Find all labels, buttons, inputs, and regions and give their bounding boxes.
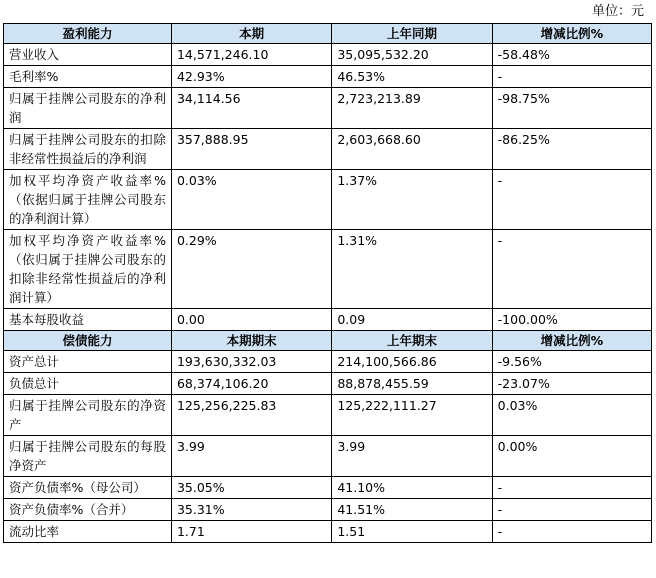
value-change: 0.00% bbox=[492, 436, 651, 477]
value-prior: 35,095,532.20 bbox=[332, 44, 492, 66]
row-label: 资产总计 bbox=[4, 351, 172, 373]
value-change: - bbox=[492, 477, 651, 499]
profit-header-row bbox=[4, 24, 652, 44]
financial-indicators-table bbox=[3, 23, 652, 543]
solvency-header-cell: 增减比例% bbox=[492, 331, 651, 351]
value-prior: 88,878,455.59 bbox=[332, 373, 492, 395]
profit-header-cell: 盈利能力 bbox=[4, 24, 172, 44]
solvency-header-row bbox=[4, 331, 652, 351]
profit-header-cell: 本期 bbox=[171, 24, 331, 44]
table-row bbox=[4, 351, 652, 373]
row-label: 归属于挂牌公司股东的净利润 bbox=[4, 88, 172, 129]
table-row bbox=[4, 395, 652, 436]
profit-header-cell: 上年同期 bbox=[332, 24, 492, 44]
row-label: 归属于挂牌公司股东的每股净资产 bbox=[4, 436, 172, 477]
value-current: 35.31% bbox=[171, 499, 331, 521]
unit-label: 单位：元 bbox=[591, 4, 644, 19]
value-change: -23.07% bbox=[492, 373, 651, 395]
value-change: - bbox=[492, 499, 651, 521]
value-current: 3.99 bbox=[171, 436, 331, 477]
value-prior: 46.53% bbox=[332, 66, 492, 88]
row-label: 资产负债率%（母公司） bbox=[4, 477, 172, 499]
value-current: 68,374,106.20 bbox=[171, 373, 331, 395]
value-current: 0.00 bbox=[171, 309, 331, 331]
table-body bbox=[4, 24, 652, 543]
value-change: - bbox=[492, 521, 651, 543]
table-row bbox=[4, 44, 652, 66]
value-change: -9.56% bbox=[492, 351, 651, 373]
value-change: - bbox=[492, 170, 651, 230]
value-prior: 3.99 bbox=[332, 436, 492, 477]
value-current: 0.03% bbox=[171, 170, 331, 230]
profit-header-cell: 增减比例% bbox=[492, 24, 651, 44]
value-prior: 1.31% bbox=[332, 230, 492, 309]
value-current: 34,114.56 bbox=[171, 88, 331, 129]
table-row bbox=[4, 499, 652, 521]
row-label: 加权平均净资产收益率%（依据归属于挂牌公司股东的净利润计算） bbox=[4, 170, 172, 230]
solvency-header-cell: 偿债能力 bbox=[4, 331, 172, 351]
table-row bbox=[4, 66, 652, 88]
row-label: 营业收入 bbox=[4, 44, 172, 66]
value-current: 193,630,332.03 bbox=[171, 351, 331, 373]
value-prior: 41.51% bbox=[332, 499, 492, 521]
value-prior: 214,100,566.86 bbox=[332, 351, 492, 373]
row-label: 基本每股收益 bbox=[4, 309, 172, 331]
value-change: -58.48% bbox=[492, 44, 651, 66]
value-current: 1.71 bbox=[171, 521, 331, 543]
row-label: 资产负债率%（合并） bbox=[4, 499, 172, 521]
table-row bbox=[4, 373, 652, 395]
row-label: 归属于挂牌公司股东的净资产 bbox=[4, 395, 172, 436]
table-row bbox=[4, 521, 652, 543]
value-change: -86.25% bbox=[492, 129, 651, 170]
value-change: -100.00% bbox=[492, 309, 651, 331]
table-row bbox=[4, 309, 652, 331]
value-change: - bbox=[492, 230, 651, 309]
solvency-header-cell: 上年期末 bbox=[332, 331, 492, 351]
value-prior: 125,222,111.27 bbox=[332, 395, 492, 436]
table-row bbox=[4, 436, 652, 477]
row-label: 加权平均净资产收益率%（依归属于挂牌公司股东的扣除非经常性损益后的净利润计算） bbox=[4, 230, 172, 309]
value-prior: 2,723,213.89 bbox=[332, 88, 492, 129]
value-current: 42.93% bbox=[171, 66, 331, 88]
value-current: 14,571,246.10 bbox=[171, 44, 331, 66]
value-prior: 0.09 bbox=[332, 309, 492, 331]
row-label: 流动比率 bbox=[4, 521, 172, 543]
value-change: - bbox=[492, 66, 651, 88]
row-label: 归属于挂牌公司股东的扣除非经常性损益后的净利润 bbox=[4, 129, 172, 170]
table-row bbox=[4, 477, 652, 499]
table-row bbox=[4, 170, 652, 230]
value-prior: 2,603,668.60 bbox=[332, 129, 492, 170]
table-row bbox=[4, 88, 652, 129]
solvency-header-cell: 本期期末 bbox=[171, 331, 331, 351]
value-change: -98.75% bbox=[492, 88, 651, 129]
table-row bbox=[4, 230, 652, 309]
value-change: 0.03% bbox=[492, 395, 651, 436]
value-current: 125,256,225.83 bbox=[171, 395, 331, 436]
value-current: 35.05% bbox=[171, 477, 331, 499]
value-prior: 1.37% bbox=[332, 170, 492, 230]
value-current: 357,888.95 bbox=[171, 129, 331, 170]
row-label: 毛利率% bbox=[4, 66, 172, 88]
value-current: 0.29% bbox=[171, 230, 331, 309]
value-prior: 1.51 bbox=[332, 521, 492, 543]
table-row bbox=[4, 129, 652, 170]
row-label: 负债总计 bbox=[4, 373, 172, 395]
value-prior: 41.10% bbox=[332, 477, 492, 499]
